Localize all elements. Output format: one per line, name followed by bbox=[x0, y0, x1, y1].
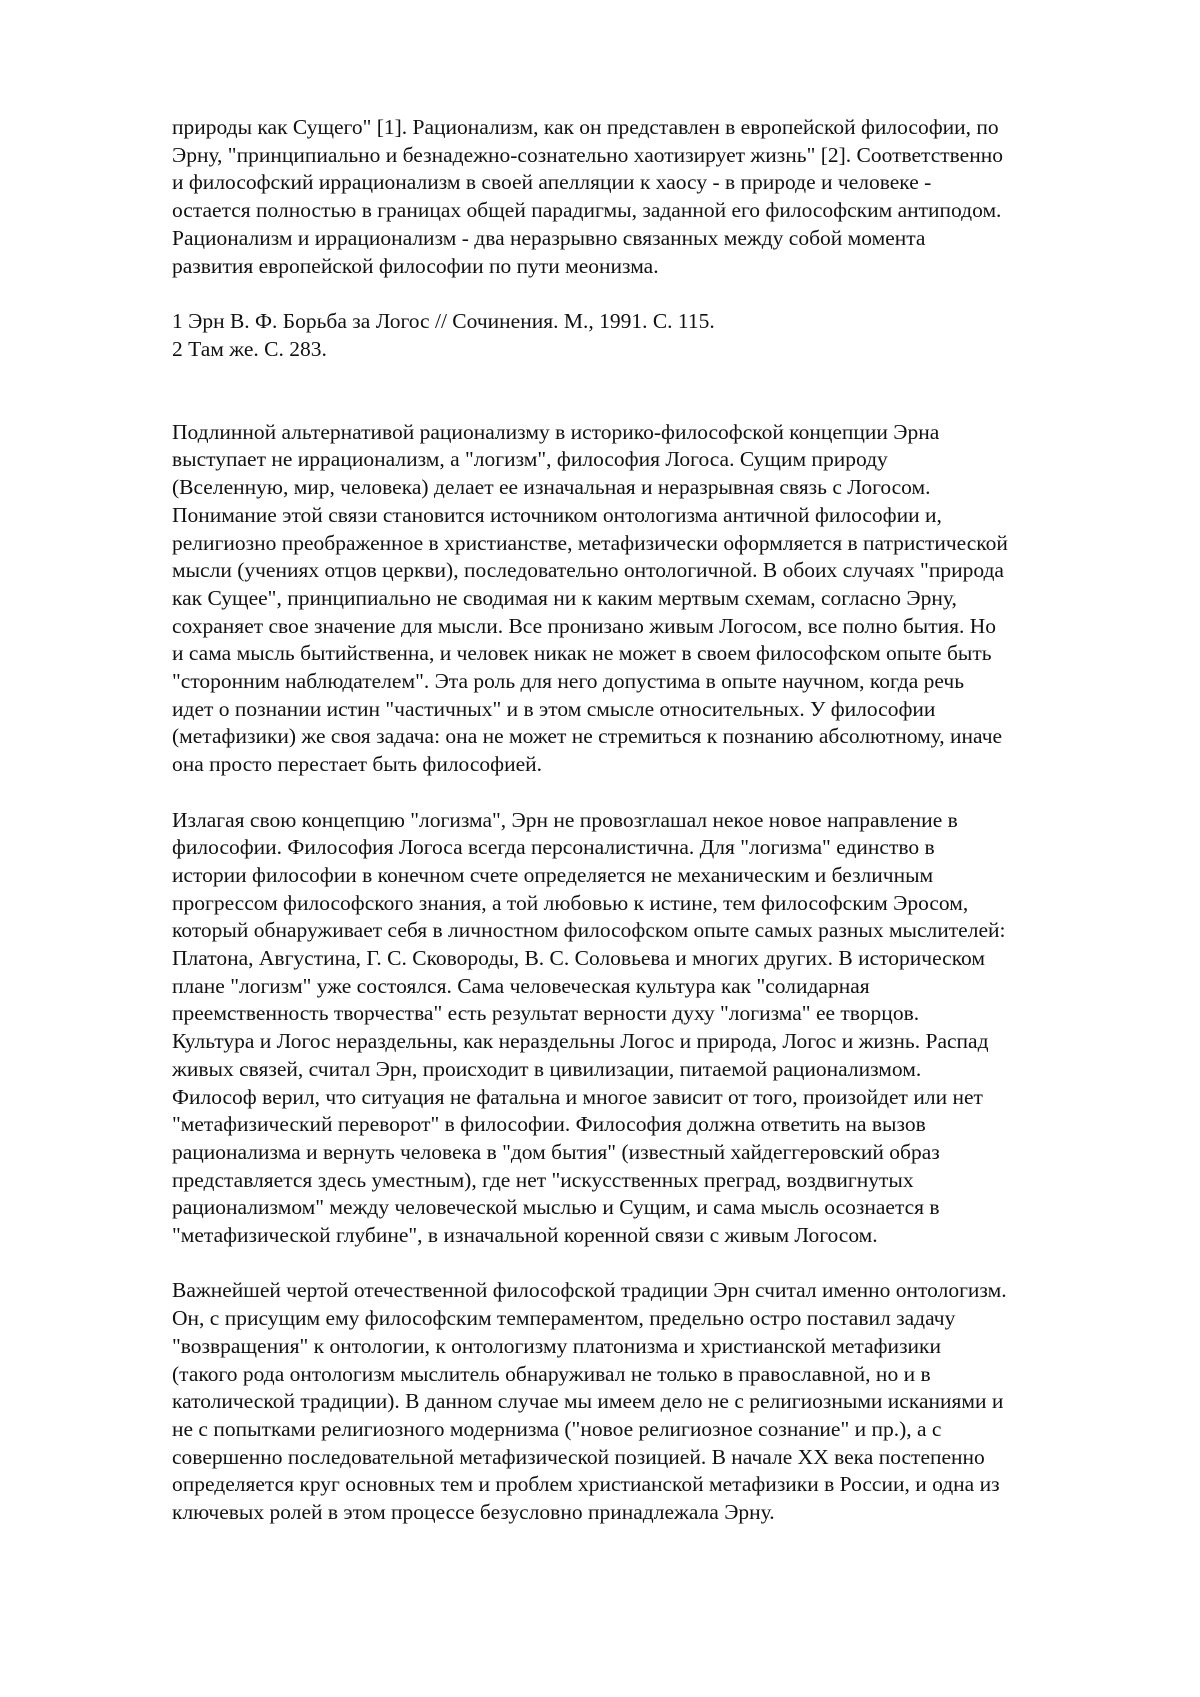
text-line: Философ верил, что ситуация не фатальна и многое зависит от того, произойдет или нет bbox=[172, 1084, 983, 1109]
text-line: который обнаруживает себя в личностном философском опыте самых разных мыслителей: bbox=[172, 918, 1006, 943]
text-line: представляется здесь уместным), где нет "искусственных преград, воздвигнутых bbox=[172, 1167, 914, 1192]
text-line: (такого рода онтологизм мыслитель обнаруживал не только в православной, но и в bbox=[172, 1361, 931, 1386]
text-line: мысли (учениях отцов церкви), последовательно онтологичной. В обоих случаях "природа bbox=[172, 558, 1004, 583]
text-line: истории философии в конечном счете определяется не механическим и безличным bbox=[172, 862, 934, 887]
text-line: и философский иррационализм в своей апелляции к хаосу - в природе и человеке - bbox=[172, 170, 932, 195]
document-page bbox=[172, 114, 1132, 1527]
text-line: рационализма и вернуть человека в "дом бытия" (известный хайдеггеровский образ bbox=[172, 1139, 940, 1164]
text-line: остается полностью в границах общей парадигмы, заданной его философским антиподом. bbox=[172, 198, 1002, 223]
text-line: Излагая свою концепцию "логизма", Эрн не провозглашал некое новое направление в bbox=[172, 807, 958, 832]
text-line: живых связей, считал Эрн, происходит в цивилизации, питаемой рационализмом. bbox=[172, 1056, 922, 1081]
footnotes bbox=[172, 308, 1132, 363]
footnote-2: 2 Там же. С. 283. bbox=[172, 336, 327, 361]
text-line: Эрну, "принципиально и безнадежно-сознательно хаотизирует жизнь" [2]. Соответственно bbox=[172, 142, 1003, 167]
text-line: Платона, Августина, Г. С. Сковороды, В. С. Соловьева и многих других. В историческом bbox=[172, 946, 985, 971]
text-line: преемственность творчества" есть результат верности духу "логизма" ее творцов. bbox=[172, 1001, 920, 1026]
spacer bbox=[172, 280, 1132, 308]
text-line: "сторонним наблюдателем". Эта роль для него допустима в опыте научном, когда речь bbox=[172, 669, 964, 694]
text-line: (Вселенную, мир, человека) делает ее изначальная и неразрывная связь с Логосом. bbox=[172, 475, 931, 500]
text-line: развития европейской философии по пути меонизма. bbox=[172, 253, 659, 278]
text-line: "метафизический переворот" в философии. Философия должна ответить на вызов bbox=[172, 1112, 926, 1137]
spacer bbox=[172, 1250, 1132, 1278]
text-line: рационализмом" между человеческой мыслью и Сущим, и сама мысль осознается в bbox=[172, 1195, 940, 1220]
text-line: Важнейшей чертой отечественной философской традиции Эрн считал именно онтологизм. bbox=[172, 1278, 1007, 1303]
text-line: Рационализм и иррационализм - два неразрывно связанных между собой момента bbox=[172, 225, 926, 250]
text-line: как Сущее", принципиально не сводимая ни к каким мертвым схемам, согласно Эрну, bbox=[172, 585, 957, 610]
text-line: Культура и Логос нераздельны, как нераздельны Логос и природа, Логос и жизнь. Распад bbox=[172, 1029, 989, 1054]
spacer bbox=[172, 779, 1132, 807]
text-line: не с попытками религиозного модернизма ("новое религиозное сознание" и пр.), а с bbox=[172, 1416, 942, 1441]
text-line: определяется круг основных тем и проблем христианской метафизики в России, и одна из bbox=[172, 1472, 1000, 1497]
text-line: идет о познании истин "частичных" и в этом смысле относительных. У философии bbox=[172, 696, 936, 721]
text-line: ключевых ролей в этом процессе безусловно принадлежала Эрну. bbox=[172, 1500, 775, 1525]
body-paragraph-2 bbox=[172, 807, 1132, 1250]
text-line: природы как Сущего" [1]. Рационализм, как он представлен в европейской философии, по bbox=[172, 115, 999, 139]
text-line: религиозно преображенное в христианстве, метафизически оформляется в патристической bbox=[172, 530, 1008, 555]
text-line: сохраняет свое значение для мысли. Все пронизано живым Логосом, все полно бытия. Но bbox=[172, 613, 997, 638]
text-line: Он, с присущим ему философским темпераментом, предельно остро поставил задачу bbox=[172, 1306, 956, 1331]
text-line: (метафизики) же своя задача: она не может не стремиться к познанию абсолютному, иначе bbox=[172, 724, 1003, 749]
text-line: "возвращения" к онтологии, к онтологизму платонизма и христианской метафизики bbox=[172, 1333, 942, 1358]
body-paragraph-1 bbox=[172, 419, 1132, 779]
text-line: прогрессом философского знания, а той любовью к истине, тем философским Эросом, bbox=[172, 890, 969, 915]
text-line: "метафизической глубине", в изначальной коренной связи с живым Логосом. bbox=[172, 1223, 878, 1248]
text-line: и сама мысль бытийственна, и человек никак не может в своем философском опыте быть bbox=[172, 641, 992, 666]
intro-paragraph bbox=[172, 114, 1132, 280]
text-line: выступает не иррационализм, а "логизм", философия Логоса. Сущим природу bbox=[172, 447, 888, 472]
footnote-1: 1 Эрн В. Ф. Борьба за Логос // Сочинения. М., 1991. С. 115. bbox=[172, 308, 715, 333]
text-line: она просто перестает быть философией. bbox=[172, 752, 542, 777]
text-line: философии. Философия Логоса всегда персоналистична. Для "логизма" единство в bbox=[172, 835, 935, 860]
text-line: Понимание этой связи становится источником онтологизма античной философии и, bbox=[172, 502, 942, 527]
spacer bbox=[172, 363, 1132, 418]
text-line: католической традиции). В данном случае мы имеем дело не с религиозными исканиями и bbox=[172, 1389, 1004, 1414]
text-line: Подлинной альтернативой рационализму в историко-философской концепции Эрна bbox=[172, 419, 940, 444]
text-line: совершенно последовательной метафизической позицией. В начале XX века постепенно bbox=[172, 1444, 985, 1469]
body-paragraph-3 bbox=[172, 1277, 1132, 1526]
text-line: плане "логизм" уже состоялся. Сама человеческая культура как "солидарная bbox=[172, 973, 870, 998]
